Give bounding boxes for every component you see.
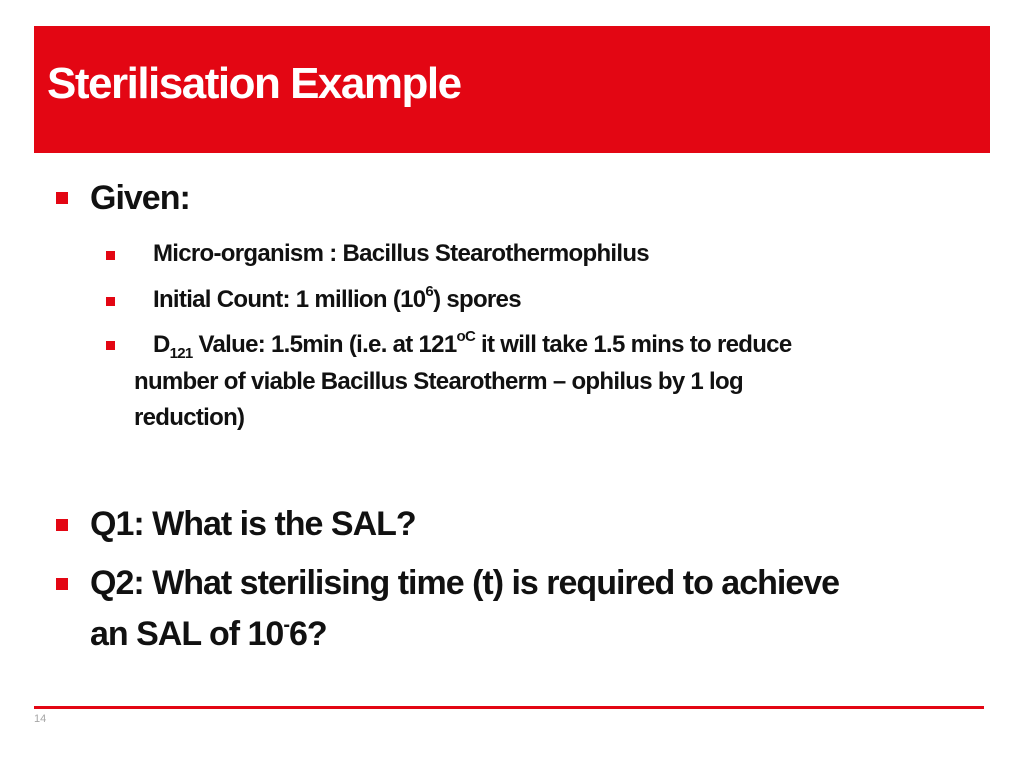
d-value-letter: D bbox=[153, 331, 170, 358]
square-bullet-icon bbox=[56, 192, 68, 204]
square-bullet-icon bbox=[106, 297, 115, 306]
question-2-line-2 bbox=[90, 614, 327, 653]
question-2-pre: an SAL of 10 bbox=[90, 615, 284, 653]
initial-count-pre: Initial Count: 1 million (10 bbox=[153, 286, 426, 313]
question-2-line-1: Q2: What sterilising time (t) is required to achieve bbox=[90, 564, 840, 602]
square-bullet-icon bbox=[106, 341, 115, 350]
initial-count-text bbox=[153, 283, 521, 313]
organism-text: Micro-organism : Bacillus Stearothermophilus bbox=[153, 240, 649, 267]
initial-count-exponent: 6 bbox=[425, 283, 434, 300]
footer-divider bbox=[34, 706, 984, 709]
square-bullet-icon bbox=[56, 519, 68, 531]
d-value-superscript: oC bbox=[456, 328, 476, 345]
question-1: Q1: What is the SAL? bbox=[90, 505, 416, 543]
given-heading: Given: bbox=[90, 179, 190, 217]
d-value-line-2: number of viable Bacillus Stearotherm – ophilus by 1 log bbox=[134, 368, 743, 395]
page-number: 14 bbox=[34, 713, 47, 725]
d-value-text bbox=[153, 328, 792, 362]
square-bullet-icon bbox=[56, 578, 68, 590]
question-2-superscript: - bbox=[283, 614, 289, 636]
d-value-post: it will take 1.5 mins to reduce bbox=[475, 331, 792, 358]
square-bullet-icon bbox=[106, 251, 115, 260]
initial-count-post: ) spores bbox=[433, 286, 521, 313]
d-value-pre: Value: 1.5min (i.e. at 121 bbox=[192, 331, 457, 358]
d-value-line-3: reduction) bbox=[134, 404, 245, 431]
slide-title: Sterilisation Example bbox=[47, 59, 461, 108]
question-2-post: 6? bbox=[288, 615, 327, 653]
d-value-subscript: 121 bbox=[169, 345, 193, 362]
